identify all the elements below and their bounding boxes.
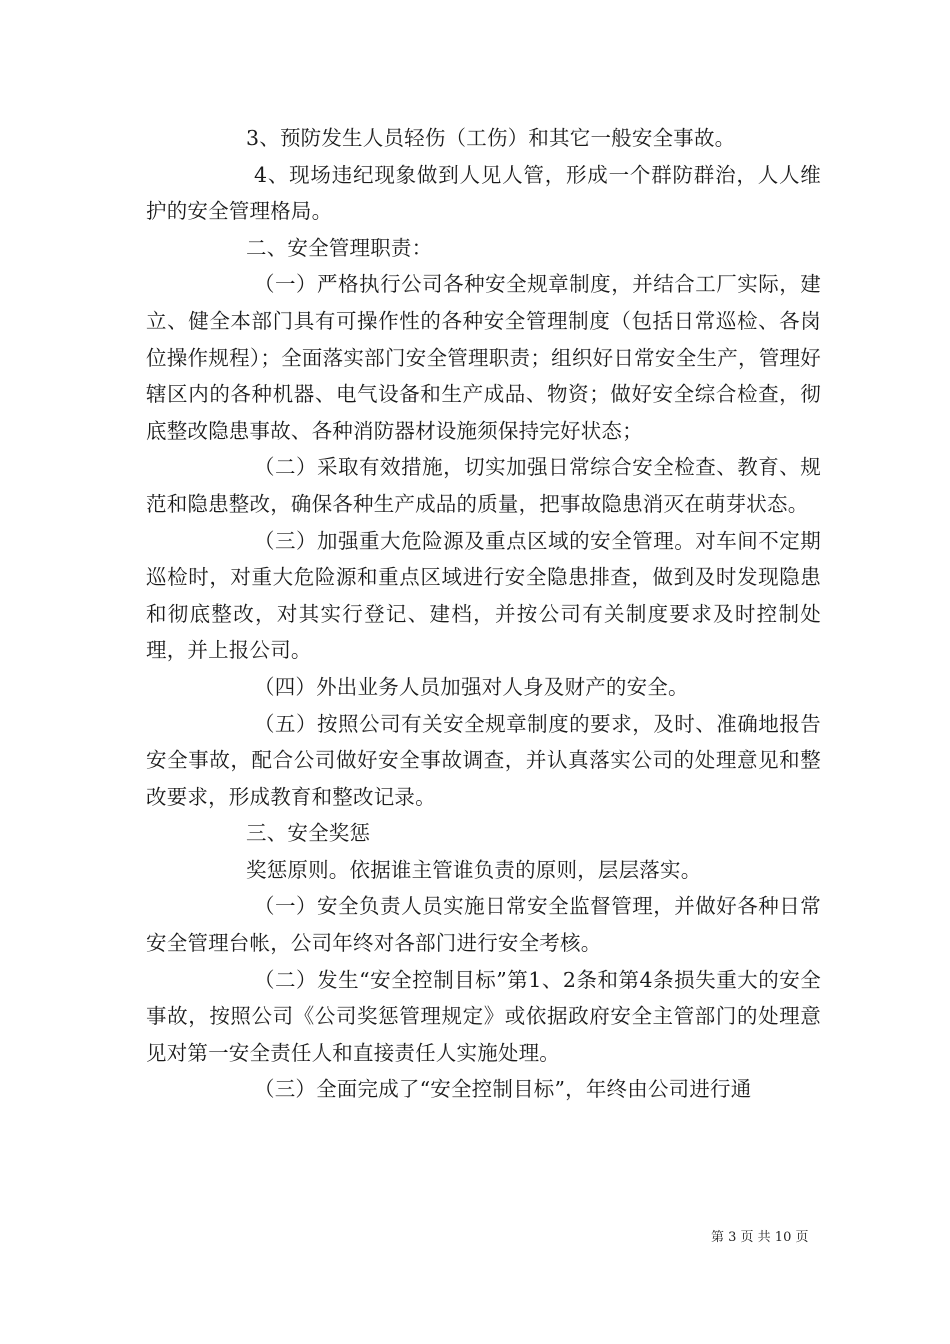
paragraph-responsibility-4: （四）外出业务人员加强对人身及财产的安全。 (254, 674, 689, 699)
section-heading-responsibilities: 二、安全管理职责： (246, 235, 433, 260)
paragraph-goal-4: 4、现场违纪现象做到人见人管，形成一个群防群治，人人维护的安全管理格局。 (146, 162, 821, 224)
paragraph-reward-3: （三）全面完成了“安全控制目标”，年终由公司进行通 (254, 1077, 752, 1102)
paragraph-responsibility-1: （一）严格执行公司各种安全规章制度，并结合工厂实际，建立、健全本部门具有可操作性的各种安全管理制度（包括日常巡检、各岗位操作规程）；全面落实部门安全管理职责；组织好日常安全生产，管理好辖区内的各种机器、电气设备和生产成品、物资；做好安全综合检查，彻底整改隐患事故、各种消防器材设施须保持完好状态； (146, 272, 821, 443)
document-body (146, 120, 821, 1108)
paragraph-reward-1: （一）安全负责人员实施日常安全监督管理，并做好各种日常安全管理台帐，公司年终对各部门进行安全考核。 (146, 894, 821, 956)
paragraph-responsibility-3: （三）加强重大危险源及重点区域的安全管理。对车间不定期巡检时，对重大危险源和重点区域进行安全隐患排查，做到及时发现隐患和彻底整改，对其实行登记、建档，并按公司有关制度要求及时控制处理，并上报公司。 (146, 528, 821, 663)
paragraph-reward-2: （二）发生“安全控制目标”第1、2条和第4条损失重大的安全事故，按照公司《公司奖惩管理规定》或依据政府安全主管部门的处理意见对第一安全责任人和直接责任人实施处理。 (146, 967, 821, 1065)
paragraph-responsibility-2: （二）采取有效措施，切实加强日常综合安全检查、教育、规范和隐患整改，确保各种生产成品的质量，把事故隐患消灭在萌芽状态。 (146, 455, 821, 516)
paragraph-responsibility-5: （五）按照公司有关安全规章制度的要求，及时、准确地报告安全事故，配合公司做好安全事故调查，并认真落实公司的处理意见和整改要求，形成教育和整改记录。 (146, 711, 821, 809)
section-heading-rewards: 三、安全奖惩 (246, 821, 371, 846)
paragraph-goal-3: 3、预防发生人员轻伤（工伤）和其它一般安全事故。 (246, 126, 736, 150)
page-number: 第 3 页 共 10 页 (711, 1230, 809, 1245)
paragraph-reward-principle: 奖惩原则。依据谁主管谁负责的原则，层层落实。 (246, 857, 702, 882)
